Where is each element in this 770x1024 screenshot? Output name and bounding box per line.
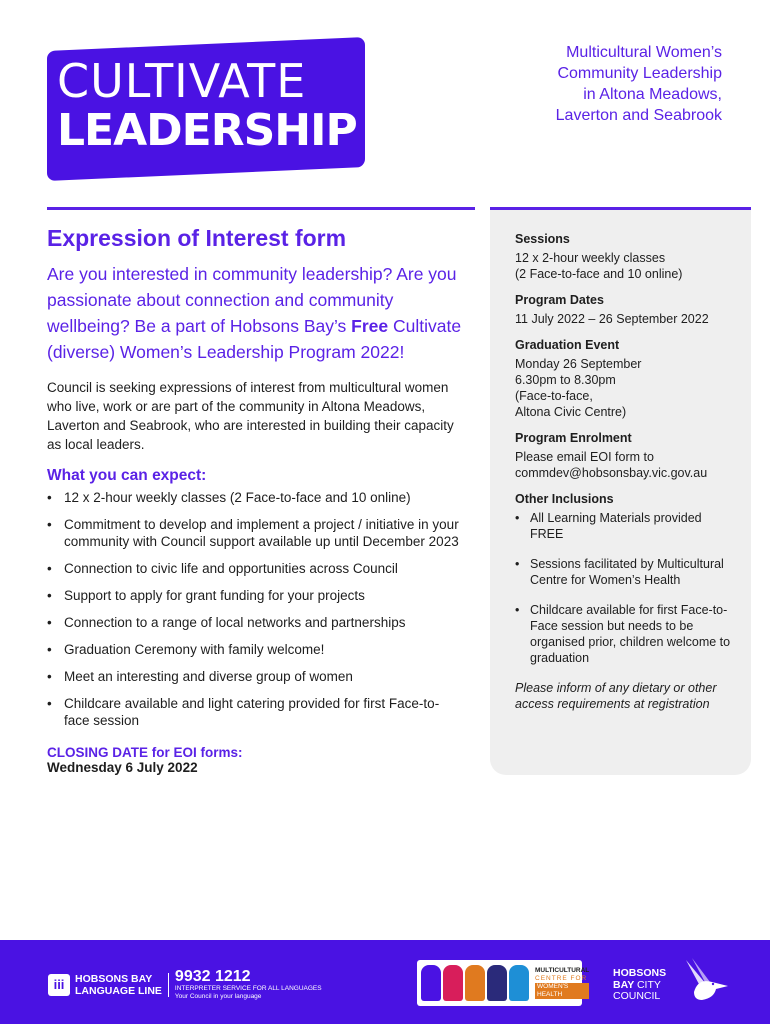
pelican-icon — [680, 956, 732, 1006]
expect-item: • Childcare available and light catering provided for first Face-to-face session — [47, 695, 462, 729]
program-details-panel — [490, 210, 751, 775]
inclusion-item: • All Learning Materials provided FREE — [515, 510, 733, 542]
expect-item: • Meet an interesting and diverse group of women — [47, 668, 462, 685]
expect-list — [47, 489, 462, 729]
faces-icon — [421, 965, 531, 1001]
intro-paragraph: Council is seeking expressions of interest from multicultural women who live, work or are part of the community in Altona Meadows, Laverton and Seabrook, who are interested in building their capacity as local leaders. — [47, 380, 454, 452]
language-line-name — [75, 973, 169, 997]
program-tagline — [482, 42, 722, 126]
enrolment-section — [515, 430, 733, 481]
people-icon: iii — [48, 974, 70, 996]
footer-bar — [0, 940, 770, 1024]
closing-date-block — [47, 745, 462, 775]
inclusion-item: • Childcare available for first Face-to-Face session but needs to be organised prior, children welcome to graduation — [515, 602, 733, 666]
graduation-heading: Graduation Event — [515, 338, 620, 352]
graduation-line: Monday 26 September — [515, 357, 642, 371]
inclusion-item: • Sessions facilitated by Multicultural Centre for Women’s Health — [515, 556, 733, 588]
lead-paragraph — [47, 261, 462, 365]
dietary-note: Please inform of any dietary or other access requirements at registration — [515, 681, 717, 711]
mcwh-logo — [417, 960, 590, 1006]
sessions-line: (2 Face-to-face and 10 online) — [515, 267, 683, 281]
council-bay: BAY — [613, 978, 635, 991]
language-line-logo — [48, 968, 322, 1001]
sessions-section — [515, 231, 733, 282]
graduation-line: (Face-to-face, — [515, 389, 593, 403]
program-dates-heading: Program Dates — [515, 293, 604, 307]
logo-line-1: CULTIVATE — [57, 53, 307, 108]
enrolment-instruction: Please email EOI form to — [515, 450, 654, 464]
sessions-heading: Sessions — [515, 232, 570, 246]
council-wordmark — [613, 968, 666, 1003]
lead-text-end: Cultivate (diverse) Women’s Leadership Program 2022! — [47, 316, 462, 362]
language-line-name-2: LANGUAGE LINE — [75, 984, 162, 997]
inclusions-heading: Other Inclusions — [515, 492, 614, 506]
lead-free-emphasis: Free — [351, 316, 389, 336]
logo-line-2: LEADERSHIP — [57, 104, 357, 156]
divider-left — [47, 207, 475, 210]
closing-date-label: CLOSING DATE for EOI forms: — [47, 745, 243, 760]
tagline-line: Laverton and Seabrook — [555, 107, 722, 124]
graduation-line: 6.30pm to 8.30pm — [515, 373, 616, 387]
council-line-3: COUNCIL — [613, 990, 661, 1002]
page-title: Expression of Interest form — [47, 225, 347, 251]
program-dates-section — [515, 292, 733, 327]
expect-item: • Connection to a range of local networks and partnerships — [47, 614, 462, 631]
language-line-contact — [175, 968, 322, 1001]
expect-item: • Support to apply for grant funding for your projects — [47, 587, 462, 604]
council-city: CITY — [636, 978, 661, 991]
graduation-section — [515, 337, 733, 420]
mcwh-line-3: WOMEN'S HEALTH — [535, 983, 589, 999]
lead-text-start: Are you interested in community leadership? Are you passionate about connection and community wellbeing? Be a part of Hobsons Bay’s — [47, 264, 457, 336]
expect-item: • Commitment to develop and implement a project / initiative in your community with Council support available up until December 2023 — [47, 516, 462, 550]
cultivate-leadership-logo — [47, 37, 365, 181]
expect-item: • Graduation Ceremony with family welcome! — [47, 641, 462, 658]
language-line-number: 9932 1212 — [174, 968, 251, 985]
graduation-line: Altona Civic Centre) — [515, 405, 627, 419]
tagline-line: in Altona Meadows, — [583, 86, 722, 103]
mcwh-wordmark — [535, 967, 589, 999]
expect-item: • 12 x 2-hour weekly classes (2 Face-to-face and 10 online) — [47, 489, 462, 506]
program-dates-value: 11 July 2022 – 26 September 2022 — [515, 312, 709, 326]
closing-date-value: Wednesday 6 July 2022 — [47, 760, 198, 775]
mcwh-line-1: MULTICULTURAL — [535, 967, 590, 974]
mcwh-line-2: CENTRE FOR — [535, 975, 588, 982]
inclusions-list — [515, 510, 733, 666]
enrolment-email: commdev@hobsonsbay.vic.gov.au — [515, 466, 708, 480]
tagline-line: Community Leadership — [557, 65, 722, 82]
enrolment-heading: Program Enrolment — [515, 431, 632, 445]
expect-heading: What you can expect: — [47, 467, 207, 484]
language-line-sub-2: Your Council in your language — [174, 993, 262, 1000]
main-content — [47, 225, 462, 775]
language-line-name-1: HOBSONS BAY — [75, 972, 153, 985]
inclusions-section — [515, 491, 733, 712]
language-line-sub-1: INTERPRETER SERVICE FOR ALL LANGUAGES — [174, 985, 322, 992]
expect-item: • Connection to civic life and opportunities across Council — [47, 560, 462, 577]
tagline-line: Multicultural Women’s — [566, 44, 722, 61]
sessions-line: 12 x 2-hour weekly classes — [515, 251, 666, 265]
council-line-1: HOBSONS — [613, 967, 667, 979]
